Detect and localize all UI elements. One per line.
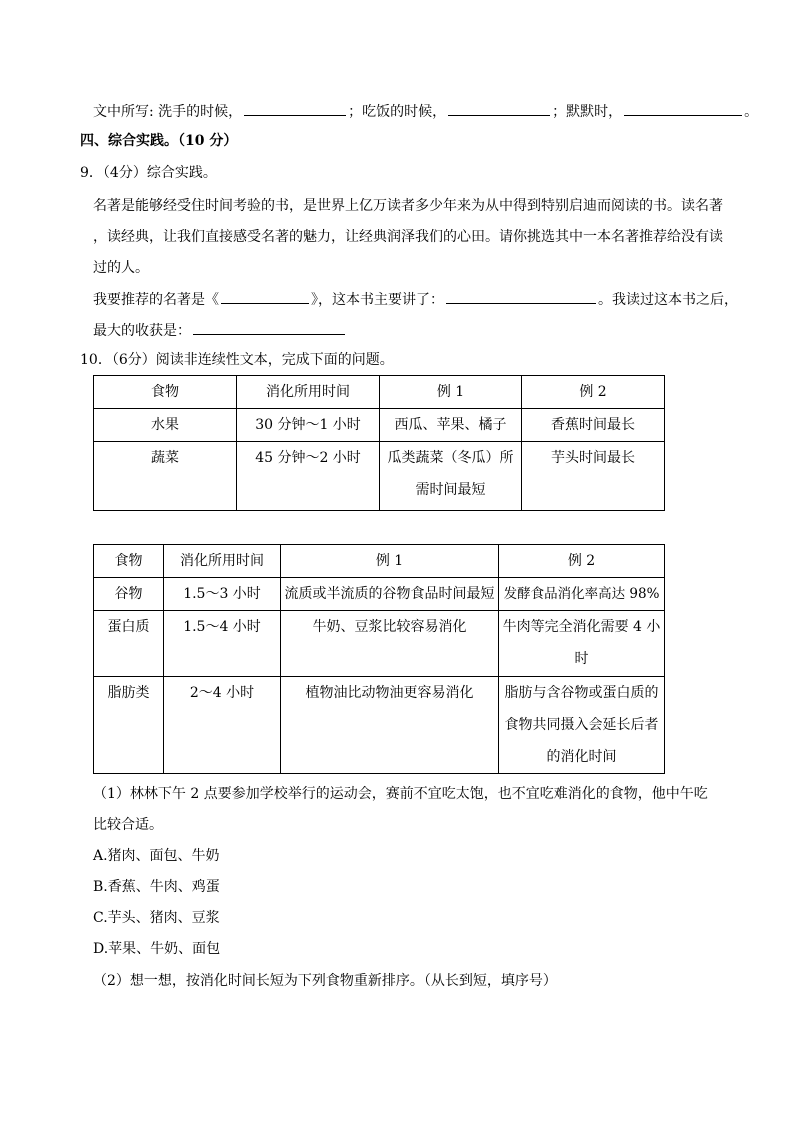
q10-sub2: （2）想一想，按消化时间长短为下列食物重新排序。（从长到短，填序号）	[93, 973, 557, 989]
table-header-cell: 食物	[94, 376, 237, 409]
gain-blank[interactable]	[193, 320, 345, 335]
table-cell: 发酵食品消化率高达 98%	[499, 578, 665, 611]
table-cell: 香蕉时间最长	[522, 409, 665, 442]
gain-label: 最大的收获是：	[93, 323, 191, 339]
table-header-row	[94, 545, 665, 578]
table-header-cell: 例 1	[380, 376, 522, 409]
section-4-title: 四、综合实践。（10 分）	[80, 133, 238, 149]
option-c[interactable]: C.芋头、猪肉、豆浆	[93, 910, 220, 926]
line1-prefix: 文中所写: 洗手的时候，	[93, 104, 243, 120]
q9-recommend-line	[93, 289, 738, 310]
table-row	[94, 409, 665, 442]
table-cell: 西瓜、苹果、橘子	[380, 409, 522, 442]
line1-end: 。	[744, 104, 759, 120]
q9-para-line: 名著是能够经受住时间考验的书，是世界上亿万读者多少年来为从中得到特别启迪而阅读的书。读名著	[93, 198, 723, 214]
table-cell: 谷物	[94, 578, 164, 611]
table-cell: 水果	[94, 409, 237, 442]
table-cell: 牛肉等完全消化需要 4 小时	[499, 611, 665, 677]
table-cell: 瓜类蔬菜（冬瓜）所需时间最短	[380, 442, 522, 511]
table-row	[94, 442, 665, 511]
blank-3[interactable]	[624, 101, 742, 116]
table-header-row	[94, 376, 665, 409]
blank-1[interactable]	[244, 101, 346, 116]
option-d[interactable]: D.苹果、牛奶、面包	[93, 941, 221, 957]
q9-para-line: 过的人。	[93, 260, 149, 276]
table-header-cell: 例 1	[281, 545, 499, 578]
recommend-mid: 》，这本书主要讲了：	[311, 292, 444, 308]
answer-line-hand-washing	[93, 101, 758, 122]
table-cell: 牛奶、豆浆比较容易消化	[281, 611, 499, 677]
table-row	[94, 677, 665, 774]
digestion-table-1	[93, 375, 665, 511]
table-cell: 30 分钟～1 小时	[237, 409, 380, 442]
table-cell: 2～4 小时	[164, 677, 281, 774]
q10-title: 10．（6分）阅读非连续性文本，完成下面的问题。	[80, 352, 394, 368]
q10-sub1-line: 比较合适。	[93, 817, 163, 833]
recommend-end: 。我读过这本书之后，	[598, 292, 738, 308]
table-cell: 蔬菜	[94, 442, 237, 511]
table-header-cell: 消化所用时间	[164, 545, 281, 578]
book-content-blank[interactable]	[446, 289, 596, 304]
book-name-blank[interactable]	[221, 289, 309, 304]
table-cell: 脂肪与含谷物或蛋白质的食物共同摄入会延长后者的消化时间	[499, 677, 665, 774]
table-cell: 1.5～4 小时	[164, 611, 281, 677]
table-cell: 蛋白质	[94, 611, 164, 677]
table-row	[94, 611, 665, 677]
line1-sep1: ；吃饭的时候，	[348, 104, 447, 120]
digestion-table-2	[93, 544, 665, 774]
recommend-prefix: 我要推荐的名著是《	[93, 292, 219, 308]
table-header-cell: 例 2	[499, 545, 665, 578]
table-cell: 1.5～3 小时	[164, 578, 281, 611]
table-cell: 45 分钟～2 小时	[237, 442, 380, 511]
table-row	[94, 578, 665, 611]
table-cell: 植物油比动物油更容易消化	[281, 677, 499, 774]
option-a[interactable]: A.猪肉、面包、牛奶	[93, 848, 220, 864]
table-header-cell: 消化所用时间	[237, 376, 380, 409]
line1-sep2: ；默默时，	[552, 104, 623, 120]
table-header-cell: 食物	[94, 545, 164, 578]
q9-gain-line	[93, 320, 347, 341]
table-cell: 芋头时间最长	[522, 442, 665, 511]
q10-sub1-line: （1）林林下午 2 点要参加学校举行的运动会，赛前不宜吃太饱，也不宜吃难消化的食物，他中午吃	[93, 786, 708, 802]
table-cell: 流质或半流质的谷物食品时间最短	[281, 578, 499, 611]
blank-2[interactable]	[448, 101, 550, 116]
table-header-cell: 例 2	[522, 376, 665, 409]
option-b[interactable]: B.香蕉、牛肉、鸡蛋	[93, 879, 220, 895]
q9-title: 9．（4分）综合实践。	[80, 165, 217, 181]
q9-para-line: ，读经典，让我们直接感受名著的魅力，让经典润泽我们的心田。请你挑选其中一本名著推荐给没有读	[93, 229, 723, 245]
table-cell: 脂肪类	[94, 677, 164, 774]
